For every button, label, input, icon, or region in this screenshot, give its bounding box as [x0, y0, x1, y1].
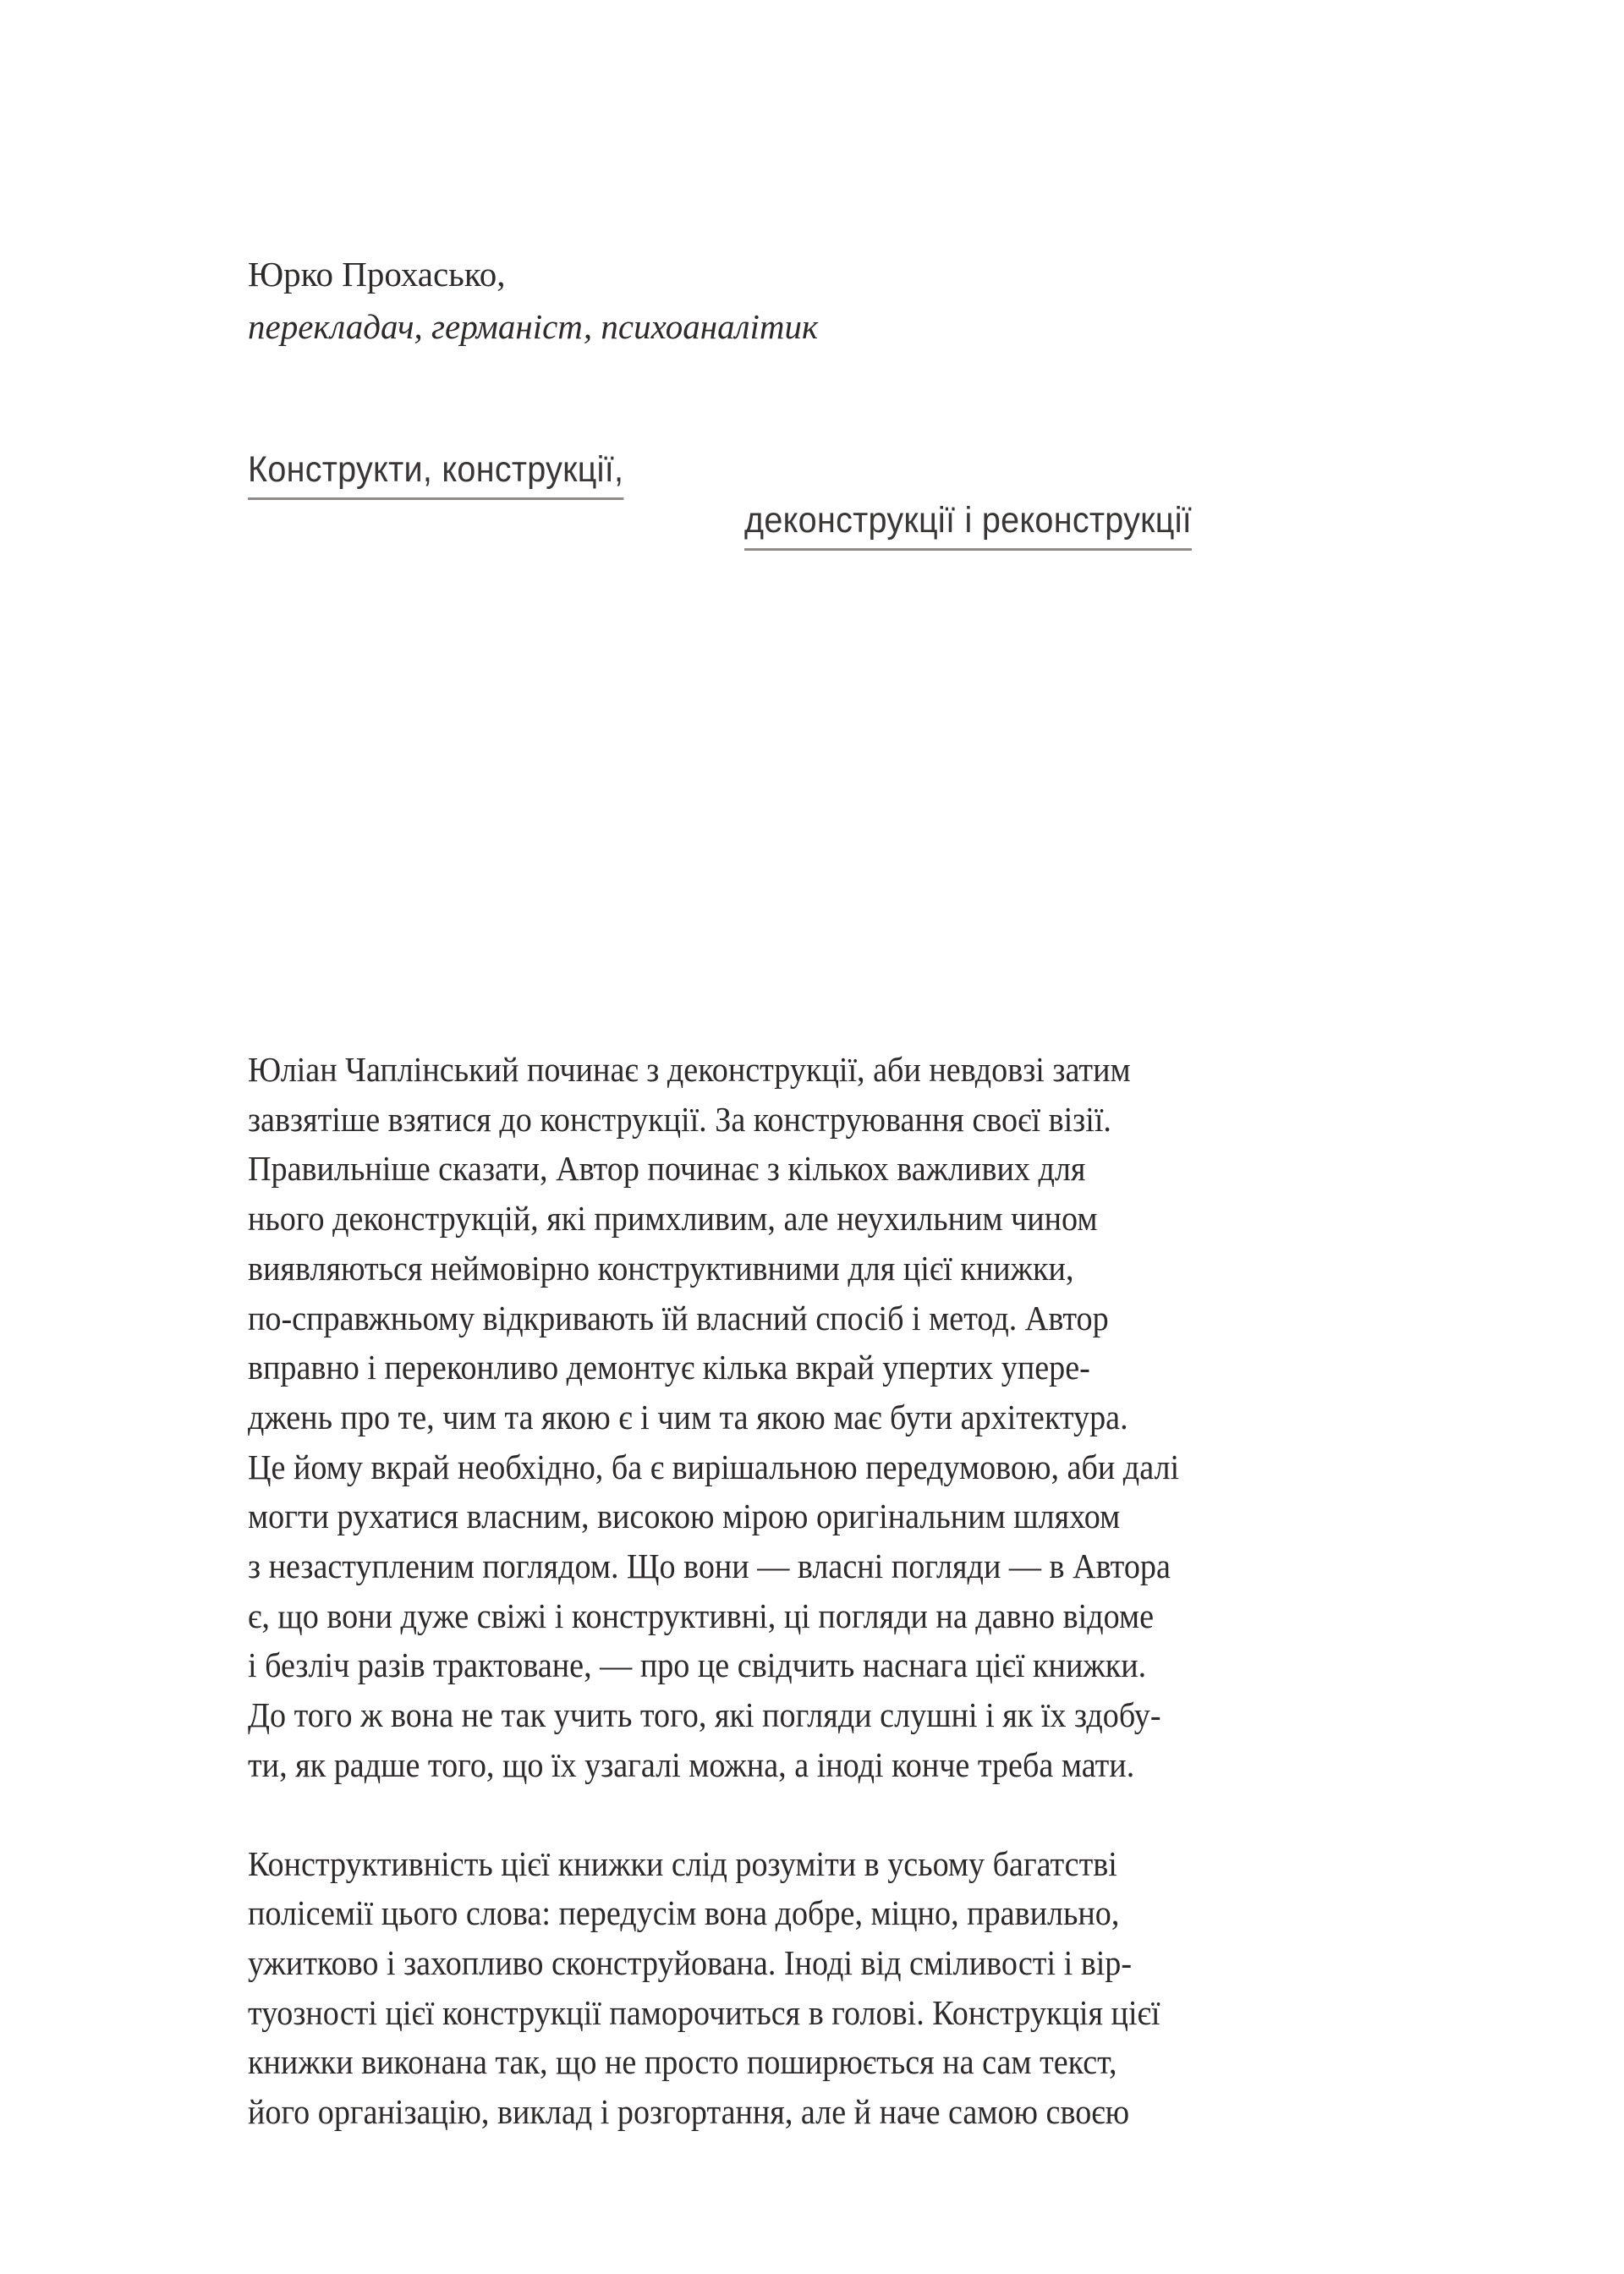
text-line: Юліан Чаплінський починає з деконструкції, аби невдовзі затим	[248, 1050, 1131, 1089]
text-line: могти рухатися власним, високою мірою оригінальним шляхом	[248, 1497, 1121, 1536]
chapter-title-line-2	[744, 499, 1192, 551]
author-name: Юрко Прохасько,	[248, 255, 506, 294]
text-line: полісемії цього слова: передусім вона добре, міцно, правильно,	[248, 1893, 1120, 1933]
text-line: Правильніше сказати, Автор починає з кількох важливих для	[248, 1149, 1086, 1189]
text-line: по-справжньому відкривають їй власний спосіб і метод. Автор	[248, 1298, 1109, 1337]
body-text	[248, 1045, 1483, 2137]
text-line: з незаступленим поглядом. Що вони — власні погляди — в Автора	[248, 1546, 1171, 1586]
chapter-title-line-2-text: деконструкції і реконструкції	[744, 499, 1192, 551]
text-line: завзятіше взятися до конструкції. За конструювання своєї візії.	[248, 1099, 1111, 1139]
paragraph-1	[248, 1045, 1483, 1790]
text-line: є, що вони дуже свіжі і конструктивні, ці погляди на давно відоме	[248, 1596, 1155, 1635]
text-line: До того ж вона не так учить того, які погляди слушні і як їх здобу-	[248, 1695, 1161, 1735]
paragraph-2	[248, 1839, 1483, 2137]
text-line: нього деконструкцій, які примхливим, але неухильним чином	[248, 1199, 1098, 1239]
text-line: вправно і переконливо демонтує кілька вкрай упертих упере-	[248, 1348, 1090, 1387]
text-line: виявляються неймовірно конструктивними для цієї книжки,	[248, 1248, 1074, 1288]
author-role: перекладач, германіст, психоаналітик	[248, 307, 819, 346]
chapter-title-line-1-text: Конструкти, конструкції,	[248, 448, 623, 500]
text-line: джень про те, чим та якою є і чим та якою має бути архітектура.	[248, 1397, 1128, 1436]
text-line: ти, як радше того, що їх узагалі можна, а іноді конче треба мати.	[248, 1744, 1135, 1784]
chapter-title-line-1	[248, 448, 623, 500]
text-line: Це йому вкрай необхідно, ба є вирішальною передумовою, аби далі	[248, 1447, 1180, 1486]
text-line: туозності цієї конструкції паморочиться в голові. Конструкція цієї	[248, 1992, 1160, 2032]
text-line: книжки виконана так, що не просто поширюється на сам текст,	[248, 2042, 1117, 2082]
text-line: його організацію, виклад і розгортання, але й наче самою своєю	[248, 2092, 1130, 2132]
author-block	[248, 248, 818, 353]
text-line: ужитково і захопливо сконструйована. Іноді від сміливості і вір-	[248, 1942, 1133, 1982]
text-line: і безліч разів трактоване, — про це свідчить наснага цієї книжки.	[248, 1645, 1147, 1685]
text-line: Конструктивність цієї книжки слід розуміти в усьому багатстві	[248, 1843, 1117, 1883]
